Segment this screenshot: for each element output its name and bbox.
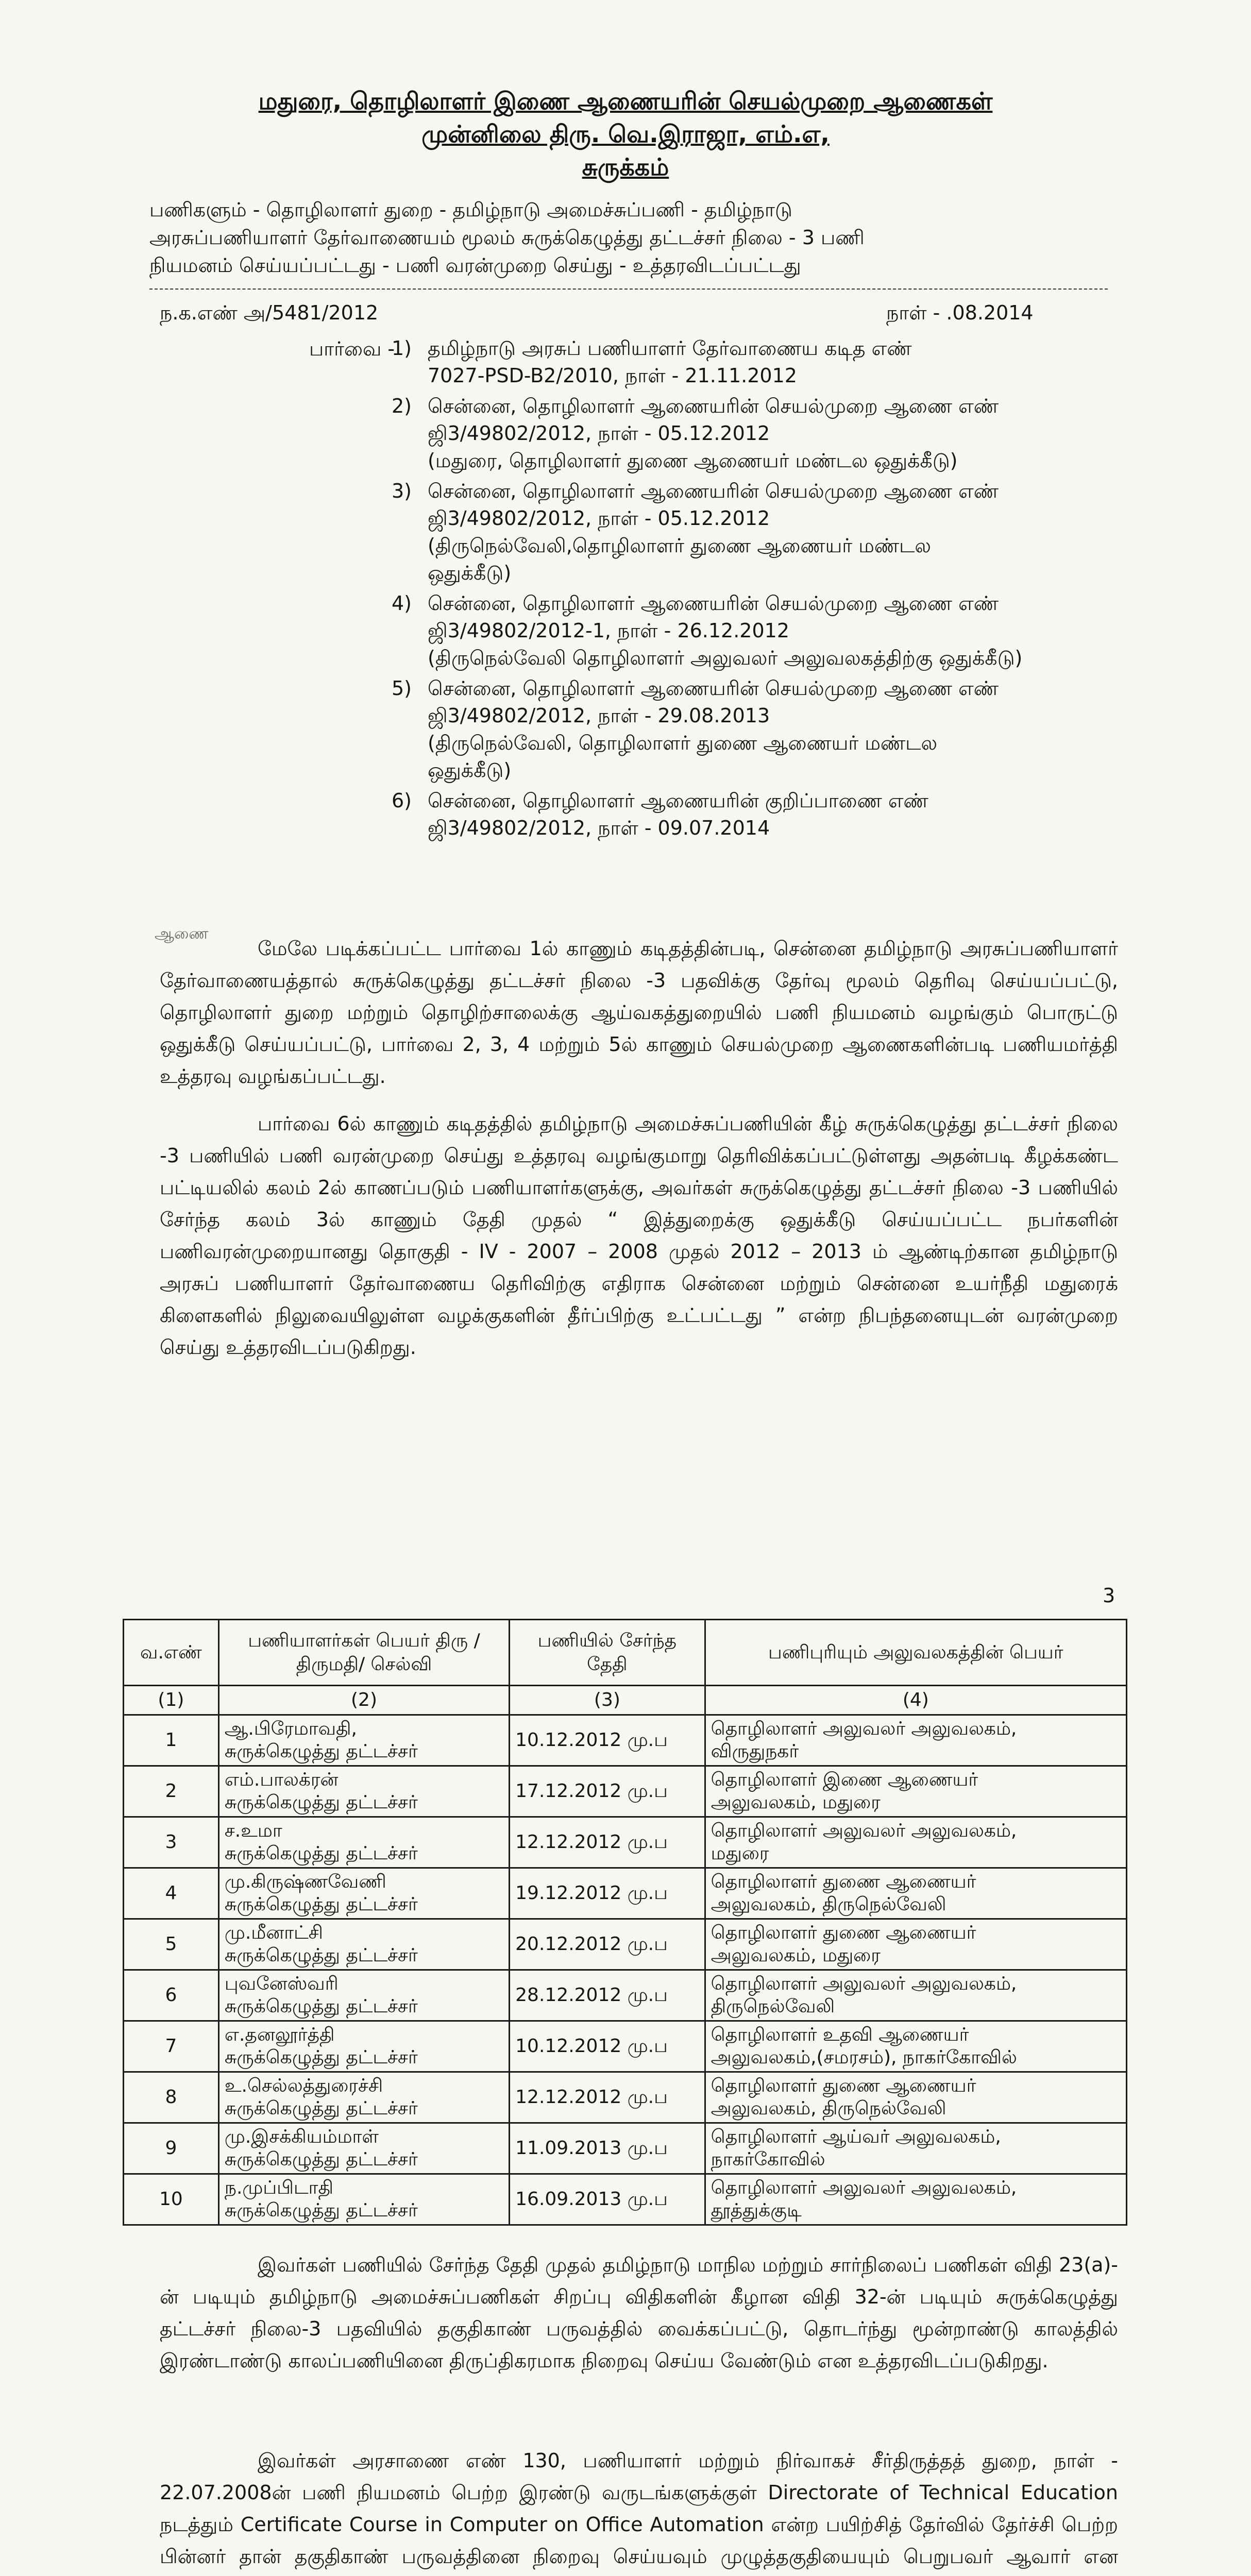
office-line: தொழிலாளர் துணை ஆணையர் xyxy=(711,1922,976,1943)
reference-number-label: 4) xyxy=(392,592,412,615)
cell-office xyxy=(705,1970,1126,2021)
reference-number-label: 2) xyxy=(392,395,412,417)
table-row xyxy=(124,1868,1127,1919)
office-line: திருநெல்வேலி xyxy=(711,1996,835,2017)
cell-sno: 3 xyxy=(124,1817,219,1868)
summary-line: அரசுப்பணியாளர் தேர்வாணையம் மூலம் சுருக்கெழுத்து தட்டச்சர் நிலை - 3 பணி xyxy=(149,226,865,249)
cell-office xyxy=(705,2174,1126,2225)
reference-line: ஒதுக்கீடு) xyxy=(428,562,512,584)
column-number: (2) xyxy=(218,1686,509,1715)
paragraph-2: பார்வை 6ல் காணும் கடிதத்தில் தமிழ்நாடு அமைச்சுப்பணியின் கீழ் சுருக்கெழுத்து தட்டச்சர் நிலை -3 பணியில் பணி வரன்முறை செய்து உத்தரவு வழங்குமாறு தெரிவிக்கப்பட்டுள்ளது அதன்படி கீழக்கண்ட பட்டியலில் கலம் 2ல் காணப்படும் பணியாளர்களுக்கு, அவர்கள் சுருக்கெழுத்து தட்டச்சர் நிலை -3 பணியில் சேர்ந்த கலம் 3ல் காணும் தேதி முதல் “ இத்துறைக்கு ஒதுக்கீடு செய்யப்பட்ட நபர்களின் பணிவரன்முறையானது தொகுதி - IV - 2007 – 2008 முதல் 2012 – 2013 ம் ஆண்டிற்கான தமிழ்நாடு அரசுப் பணியாளர் தேர்வாணைய தெரிவிற்கு எதிராக சென்னை மற்றும் சென்னை உயர்நீதி மதுரைக் கிளைகளில் நிலுவையிலுள்ள வழக்குகளின் தீர்ப்பிற்கு உட்பட்டது ” என்ற நிபந்தனையுடன் வரன்முறை செய்து உத்தரவிடப்படுகிறது. xyxy=(160,1112,1118,1359)
reference-number-label: 3) xyxy=(392,480,412,502)
table-colnum-row xyxy=(124,1686,1127,1715)
table-row xyxy=(124,2072,1127,2123)
paragraph-4: இவர்கள் அரசாணை எண் 130, பணியாளர் மற்றும் நிர்வாகச் சீர்திருத்தத் துறை, நாள் - 22.07.2008ன் பணி நியமனம் பெற்ற இரண்டு வருடங்களுக்குள் Directorate of Technical Education நடத்தும் Certificate Course in Computer on Office Automation என்ற பயிற்சித் தேர்வில் தேர்ச்சி பெற்ற பின்னர் தான் தகுதிகாண் பருவத்தினை நிறைவு செய்யவும் முழுத்தகுதியையும் பெறுபவர் ஆவார் என xyxy=(160,2449,1118,2568)
staff-post: சுருக்கெழுத்து தட்டச்சர் xyxy=(224,1996,418,2017)
table-row xyxy=(124,2021,1127,2072)
cell-join-date: 10.12.2012 மு.ப xyxy=(510,2021,705,2072)
cell-office xyxy=(705,1919,1126,1970)
cell-name xyxy=(218,1766,509,1817)
references-list xyxy=(392,335,1113,845)
cell-office xyxy=(705,1715,1126,1766)
reference-line: ஜி3/49802/2012, நாள் - 05.12.2012 xyxy=(428,507,770,530)
column-header-sno: வ.எண் xyxy=(124,1620,219,1686)
office-line: விருதுநகர் xyxy=(711,1741,799,1762)
table-row xyxy=(124,1715,1127,1766)
summary-line: நியமனம் செய்யப்பட்டது - பணி வரன்முறை செய்து - உத்தரவிடப்பட்டது xyxy=(149,254,801,277)
header-summary-label: சுருக்கம் xyxy=(582,153,669,181)
table-header-row xyxy=(124,1620,1127,1686)
cell-sno: 7 xyxy=(124,2021,219,2072)
reference-line: (திருநெல்வேலி, தொழிலாளர் துணை ஆணையர் மண்டல xyxy=(428,732,938,754)
header-presence: முன்னிலை திரு. வெ.இராஜா, எம்.எ, xyxy=(421,120,830,148)
office-line: அலுவலகம், திருநெல்வேலி xyxy=(711,2098,946,2119)
staff-name: மு.கிருஷ்ணவேணி xyxy=(224,1871,386,1892)
order-date: நாள் - .08.2014 xyxy=(886,301,1034,324)
cell-name xyxy=(218,2021,509,2072)
page-number: 3 xyxy=(1103,1584,1115,1607)
cell-sno: 9 xyxy=(124,2123,219,2174)
cell-sno: 10 xyxy=(124,2174,219,2225)
column-header-office: பணிபுரியும் அலுவலகத்தின் பெயர் xyxy=(705,1620,1126,1686)
cell-name xyxy=(218,1817,509,1868)
staff-name: ந.முப்பிடாதி xyxy=(224,2177,333,2198)
cell-join-date: 28.12.2012 மு.ப xyxy=(510,1970,705,2021)
office-line: தொழிலாளர் ஆய்வர் அலுவலகம், xyxy=(711,2126,1001,2147)
column-header-name: பணியாளர்கள் பெயர் திரு / திருமதி/ செல்வி xyxy=(218,1620,509,1686)
table-row xyxy=(124,1970,1127,2021)
cell-join-date: 12.12.2012 மு.ப xyxy=(510,1817,705,1868)
cell-name xyxy=(218,1715,509,1766)
cell-name xyxy=(218,2072,509,2123)
staff-post: சுருக்கெழுத்து தட்டச்சர் xyxy=(224,2149,418,2170)
paragraph-1: மேலே படிக்கப்பட்ட பார்வை 1ல் காணும் கடிதத்தின்படி, சென்னை தமிழ்நாடு அரசுப்பணியாளர் தேர்வாணையத்தால் சுருக்கெழுத்து தட்டச்சர் நிலை -3 பதவிக்கு தேர்வு மூலம் தெரிவு செய்யப்பட்டு, தொழிலாளர் துறை மற்றும் தொழிற்சாலைக்கு ஆய்வகத்துறையில் பணி நியமனம் வழங்கும் பொருட்டு ஒதுக்கீடு செய்யப்பட்டு, பார்வை 2, 3, 4 மற்றும் 5ல் காணும் செயல்முறை ஆணைகளின்படி பணியமர்த்தி உத்தரவு வழங்கப்பட்டது. xyxy=(160,937,1118,1088)
staff-post: சுருக்கெழுத்து தட்டச்சர் xyxy=(224,2047,418,2068)
cell-name xyxy=(218,1919,509,1970)
reference-line: தமிழ்நாடு அரசுப் பணியாளர் தேர்வாணைய கடித எண் xyxy=(428,337,912,360)
office-line: தொழிலாளர் அலுவலர் அலுவலகம், xyxy=(711,1820,1017,1841)
cell-sno: 6 xyxy=(124,1970,219,2021)
cell-name xyxy=(218,1868,509,1919)
office-line: நாகர்கோவில் xyxy=(711,2149,825,2170)
staff-name: எம்.பாலக்ரன் xyxy=(224,1769,339,1790)
reference-item xyxy=(392,787,1113,842)
reference-item xyxy=(392,590,1113,672)
reference-line: சென்னை, தொழிலாளர் ஆணையரின் செயல்முறை ஆணை எண் xyxy=(428,592,999,615)
summary-block xyxy=(149,196,1118,279)
staff-name: உ.செல்லத்துரைச்சி xyxy=(224,2075,383,2096)
office-line: தொழிலாளர் துணை ஆணையர் xyxy=(711,1871,976,1892)
reference-line: ஜி3/49802/2012, நாள் - 05.12.2012 xyxy=(428,422,770,445)
order-label: ஆணை xyxy=(155,925,209,943)
cell-join-date: 17.12.2012 மு.ப xyxy=(510,1766,705,1817)
reference-line: சென்னை, தொழிலாளர் ஆணையரின் குறிப்பாணை எண் xyxy=(428,789,928,812)
office-line: தொழிலாளர் அலுவலர் அலுவலகம், xyxy=(711,1718,1017,1739)
column-number: (1) xyxy=(124,1686,219,1715)
column-header-date: பணியில் சேர்ந்த தேதி xyxy=(510,1620,705,1686)
references-label: பார்வை - xyxy=(309,337,395,360)
staff-post: சுருக்கெழுத்து தட்டச்சர் xyxy=(224,1945,418,1966)
staff-table xyxy=(123,1619,1127,2226)
cell-office xyxy=(705,2123,1126,2174)
office-line: அலுவலகம், மதுரை xyxy=(711,1945,881,1966)
staff-name: எ.தனலூர்த்தி xyxy=(224,2024,335,2045)
staff-name: ஆ.பிரேமாவதி, xyxy=(224,1718,357,1739)
staff-name: புவனேஸ்வரி xyxy=(224,1973,339,1994)
cell-office xyxy=(705,1868,1126,1919)
cell-join-date: 16.09.2013 மு.ப xyxy=(510,2174,705,2225)
staff-post: சுருக்கெழுத்து தட்டச்சர் xyxy=(224,2098,418,2119)
office-line: அலுவலகம், மதுரை xyxy=(711,1792,881,1813)
column-number: (4) xyxy=(705,1686,1126,1715)
reference-line: (திருநெல்வேலி தொழிலாளர் அலுவலர் அலுவலகத்திற்கு ஒதுக்கீடு) xyxy=(428,647,1023,669)
cell-sno: 5 xyxy=(124,1919,219,1970)
cell-sno: 2 xyxy=(124,1766,219,1817)
reference-line: சென்னை, தொழிலாளர் ஆணையரின் செயல்முறை ஆணை எண் xyxy=(428,395,999,417)
reference-number-label: 5) xyxy=(392,677,412,700)
office-line: தொழிலாளர் உதவி ஆணையர் xyxy=(711,2024,969,2045)
office-line: அலுவலகம், திருநெல்வேலி xyxy=(711,1894,946,1915)
office-line: தொழிலாளர் இணை ஆணையர் xyxy=(711,1769,978,1790)
reference-number: ந.க.எண் அ/5481/2012 xyxy=(160,301,379,324)
paragraph-3: இவர்கள் பணியில் சேர்ந்த தேதி முதல் தமிழ்நாடு மாநில மற்றும் சார்நிலைப் பணிகள் விதி 23(a)-ன் படியும் தமிழ்நாடு அமைச்சுப்பணிகள் சிறப்பு விதிகளின் கீழான விதி 32-ன் படியும் சுருக்கெழுத்து தட்டச்சர் நிலை-3 பதவியில் தகுதிகாண் பருவத்தில் வைக்கப்பட்டு, தொடர்ந்து மூன்றாண்டு காலத்தில் இரண்டாண்டு காலப்பணியினை திருப்திகரமாக நிறைவு செய்ய வேண்டும் என உத்தரவிடப்படுகிறது. xyxy=(160,2253,1118,2372)
cell-join-date: 12.12.2012 மு.ப xyxy=(510,2072,705,2123)
reference-line: ஜி3/49802/2012, நாள் - 09.07.2014 xyxy=(428,817,770,839)
reference-item xyxy=(392,393,1113,474)
reference-item xyxy=(392,478,1113,587)
cell-join-date: 10.12.2012 மு.ப xyxy=(510,1715,705,1766)
reference-line: (மதுரை, தொழிலாளர் துணை ஆணையர் மண்டல ஒதுக்கீடு) xyxy=(428,449,958,472)
reference-line: 7027-PSD-B2/2010, நாள் - 21.11.2012 xyxy=(428,364,797,387)
office-line: மதுரை xyxy=(711,1843,769,1864)
table-row xyxy=(124,2123,1127,2174)
reference-line: ஜி3/49802/2012, நாள் - 29.08.2013 xyxy=(428,704,770,727)
reference-number-label: 6) xyxy=(392,789,412,812)
staff-post: சுருக்கெழுத்து தட்டச்சர் xyxy=(224,1792,418,1813)
column-number: (3) xyxy=(510,1686,705,1715)
divider xyxy=(149,289,1108,290)
cell-office xyxy=(705,2072,1126,2123)
reference-line: சென்னை, தொழிலாளர் ஆணையரின் செயல்முறை ஆணை எண் xyxy=(428,480,999,502)
staff-post: சுருக்கெழுத்து தட்டச்சர் xyxy=(224,1741,418,1762)
cell-office xyxy=(705,1817,1126,1868)
staff-post: சுருக்கெழுத்து தட்டச்சர் xyxy=(224,2200,418,2221)
office-line: தொழிலாளர் அலுவலர் அலுவலகம், xyxy=(711,1973,1017,1994)
office-line: அலுவலகம்,(சமரசம்), நாகர்கோவில் xyxy=(711,2047,1017,2068)
reference-line: சென்னை, தொழிலாளர் ஆணையரின் செயல்முறை ஆணை எண் xyxy=(428,677,999,700)
cell-join-date: 19.12.2012 மு.ப xyxy=(510,1868,705,1919)
cell-name xyxy=(218,2123,509,2174)
cell-sno: 8 xyxy=(124,2072,219,2123)
office-line: தொழிலாளர் அலுவலர் அலுவலகம், xyxy=(711,2177,1017,2198)
summary-line: பணிகளும் - தொழிலாளர் துறை - தமிழ்நாடு அமைச்சுப்பணி - தமிழ்நாடு xyxy=(149,198,792,221)
staff-name: மு.இசக்கியம்மாள் xyxy=(224,2126,379,2147)
table-row xyxy=(124,2174,1127,2225)
reference-item xyxy=(392,335,1113,389)
staff-post: சுருக்கெழுத்து தட்டச்சர் xyxy=(224,1843,418,1864)
office-line: தொழிலாளர் துணை ஆணையர் xyxy=(711,2075,976,2096)
cell-join-date: 20.12.2012 மு.ப xyxy=(510,1919,705,1970)
cell-name xyxy=(218,1970,509,2021)
staff-name: மு.மீனாட்சி xyxy=(224,1922,323,1943)
reference-number-label: 1) xyxy=(392,337,412,360)
table-row xyxy=(124,1919,1127,1970)
reference-line: (திருநெல்வேலி,தொழிலாளர் துணை ஆணையர் மண்டல xyxy=(428,534,931,557)
reference-line: ஒதுக்கீடு) xyxy=(428,759,512,782)
cell-join-date: 11.09.2013 மு.ப xyxy=(510,2123,705,2174)
cell-sno: 1 xyxy=(124,1715,219,1766)
staff-name: ச.உமா xyxy=(224,1820,282,1841)
reference-item xyxy=(392,675,1113,784)
cell-office xyxy=(705,1766,1126,1817)
staff-post: சுருக்கெழுத்து தட்டச்சர் xyxy=(224,1894,418,1915)
office-line: தூத்துக்குடி xyxy=(711,2200,802,2221)
cell-name xyxy=(218,2174,509,2225)
cell-sno: 4 xyxy=(124,1868,219,1919)
cell-office xyxy=(705,2021,1126,2072)
reference-line: ஜி3/49802/2012-1, நாள் - 26.12.2012 xyxy=(428,619,790,642)
table-row xyxy=(124,1817,1127,1868)
table-row xyxy=(124,1766,1127,1817)
header-title: மதுரை, தொழிலாளர் இணை ஆணையரின் செயல்முறை ஆணைகள் xyxy=(258,87,993,115)
